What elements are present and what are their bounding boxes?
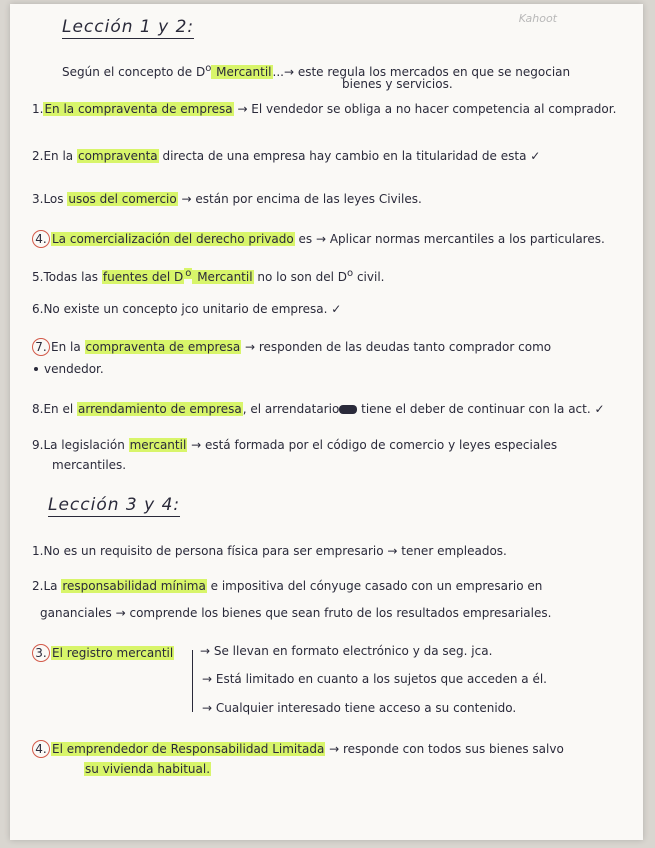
list-item-8: 8.En el arrendamiento de empresa, el arrendatario tiene el deber de continuar con la act. ✓ bbox=[32, 402, 605, 416]
section1-intro-line2: bienes y servicios. bbox=[342, 77, 453, 91]
list-item-9: 9.La legislación mercantil → está formada por el código de comercio y leyes especiales bbox=[32, 438, 558, 452]
red-circle-mark: 4. bbox=[32, 230, 50, 248]
list2-item-3: 3. El registro mercantil bbox=[32, 644, 174, 662]
list-item-1: 1.En la compraventa de empresa → El vendedor se obliga a no hacer competencia al comprador. bbox=[32, 102, 617, 116]
red-circle-mark: 3. bbox=[32, 644, 50, 662]
faint-corner-note: Kahoot bbox=[518, 12, 557, 25]
section1-title: Lección 1 y 2: bbox=[62, 17, 195, 37]
list-item-5: 5.Todas las fuentes del D $^o$ Mercantil no lo son del $D^o$ civil. bbox=[32, 268, 385, 284]
list2-item-3-branch-2: → Está limitado en cuanto a los sujetos que acceden a él. bbox=[202, 672, 547, 686]
list2-item-4-cont: su vivienda habitual. bbox=[85, 762, 211, 776]
list2-item-2: 2.La responsabilidad mínima e impositiva del cónyuge casado con un empresario en bbox=[32, 579, 543, 593]
red-circle-mark: 4. bbox=[32, 740, 50, 758]
notebook-page bbox=[10, 4, 643, 840]
list-item-9-cont: mercantiles. bbox=[52, 458, 127, 472]
ink-scribble bbox=[339, 405, 357, 414]
bullet-dot bbox=[34, 367, 38, 371]
list2-item-2-cont: gananciales → comprende los bienes que sean fruto de los resultados empresariales. bbox=[40, 606, 552, 620]
list2-item-1: 1.No es un requisito de persona física para ser empresario → tener empleados. bbox=[32, 544, 507, 558]
list-item-7-cont: vendedor. bbox=[34, 362, 104, 377]
list-item-6: 6.No existe un concepto jco unitario de empresa. ✓ bbox=[32, 302, 342, 316]
section1-intro-line1: Según el concepto de $D^o$ Mercantil...→ este regula los mercados en que se negocian bbox=[62, 63, 571, 79]
list-item-7: 7. En la compraventa de empresa → responden de las deudas tanto comprador como bbox=[32, 338, 551, 356]
list2-item-3-branch-3: → Cualquier interesado tiene acceso a su contenido. bbox=[202, 701, 517, 715]
section2-title: Lección 3 y 4: bbox=[48, 495, 181, 515]
list-item-4: 4. La comercialización del derecho privado es → Aplicar normas mercantiles a los particulares. bbox=[32, 230, 605, 248]
list2-item-3-branch-1: → Se llevan en formato electrónico y da seg. jca. bbox=[200, 644, 493, 658]
list-item-2: 2.En la compraventa directa de una empresa hay cambio en la titularidad de esta ✓ bbox=[32, 149, 541, 163]
red-circle-mark: 7. bbox=[32, 338, 50, 356]
list-item-3: 3.Los usos del comercio → están por encima de las leyes Civiles. bbox=[32, 192, 422, 206]
list2-item-4: 4. El emprendedor de Responsabilidad Limitada → responde con todos sus bienes salvo bbox=[32, 740, 564, 758]
